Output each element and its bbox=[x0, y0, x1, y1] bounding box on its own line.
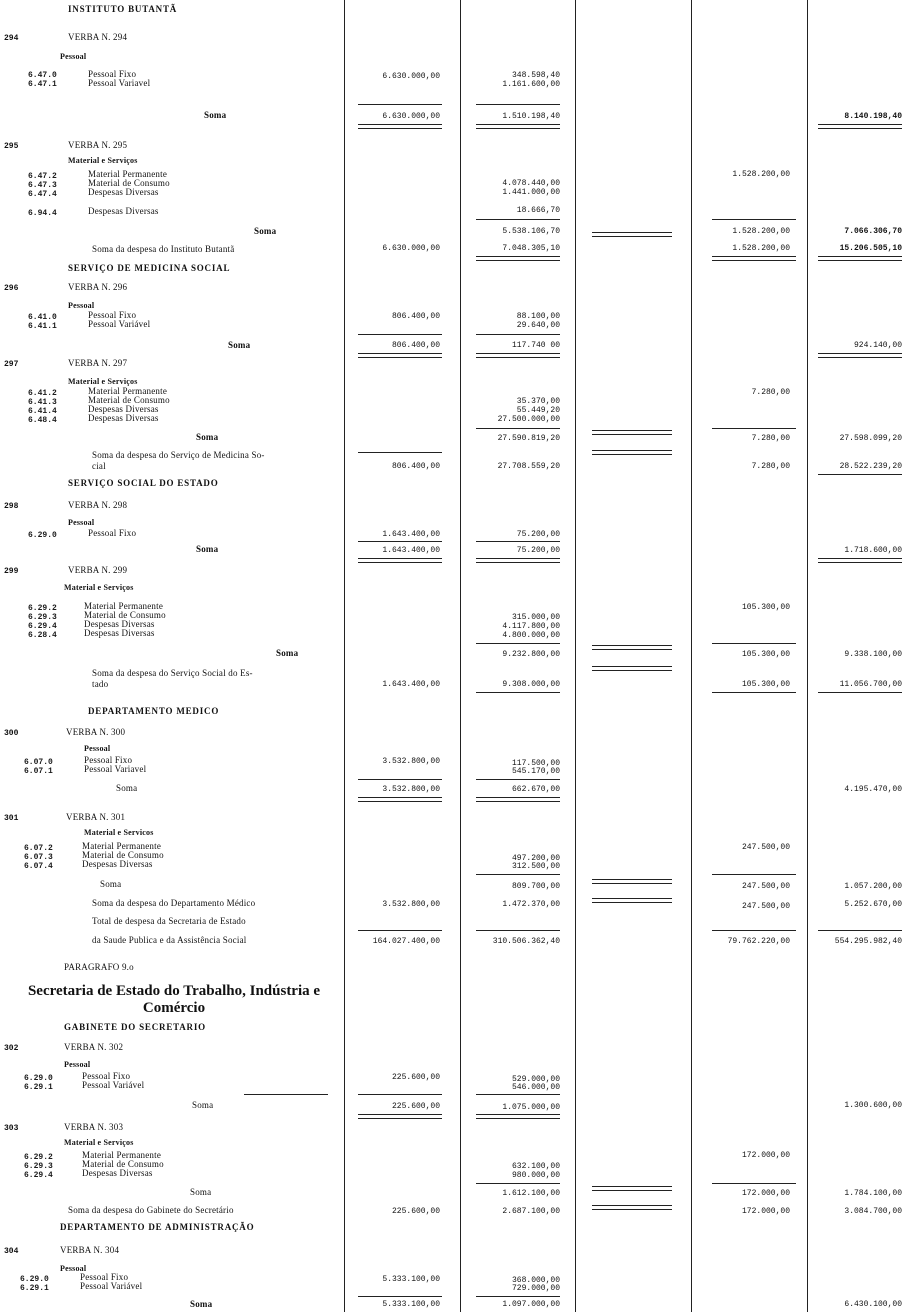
col5-value: 1.300.600,00 bbox=[844, 1101, 902, 1110]
item-label: Despesas Diversas bbox=[88, 187, 159, 197]
total-label: tado bbox=[92, 679, 109, 689]
rule bbox=[712, 930, 796, 931]
rule bbox=[592, 666, 672, 671]
soma-label: Soma bbox=[228, 340, 251, 350]
item-label: Material Permanente bbox=[82, 1150, 162, 1160]
col4-value: 247.500,00 bbox=[741, 843, 790, 852]
rule bbox=[358, 779, 442, 780]
item-code: 6.47.1 bbox=[28, 80, 57, 89]
item-label: Despesas Diversas bbox=[82, 859, 153, 869]
col5-value: 6.430.100,00 bbox=[844, 1300, 902, 1309]
rule bbox=[358, 104, 442, 105]
col2-value: 632.100,00 bbox=[511, 1162, 560, 1171]
item-label: Despesas Diversas bbox=[82, 1168, 153, 1178]
col2-value: 348.598,40 bbox=[511, 71, 560, 80]
col4-value: 1.528.200,00 bbox=[732, 170, 790, 179]
col2-value: 9.308.000,00 bbox=[502, 680, 560, 689]
item-code: 6.47.2 bbox=[28, 172, 57, 181]
col2-value: 809.700,00 bbox=[511, 882, 560, 891]
rule bbox=[476, 1296, 560, 1297]
col2-value: 545.170,00 bbox=[511, 767, 560, 776]
total-label: Soma da despesa do Gabinete do Secretário bbox=[68, 1205, 234, 1215]
col4-value: 105.300,00 bbox=[741, 680, 790, 689]
item-label: Pessoal Fixo bbox=[88, 528, 137, 538]
item-label: Material de Consumo bbox=[88, 178, 170, 188]
verba-heading: VERBA N. 304 bbox=[60, 1245, 120, 1255]
col1-value: 5.333.100,00 bbox=[382, 1275, 440, 1284]
verba-heading: VERBA N. 298 bbox=[68, 500, 128, 510]
item-label: Pessoal Fixo bbox=[82, 1071, 131, 1081]
subheading: Material e Servicos bbox=[84, 828, 154, 837]
col5-value: 1.718.600,00 bbox=[844, 546, 902, 555]
rule bbox=[358, 452, 442, 453]
col4-value: 7.280,00 bbox=[751, 434, 790, 443]
section-title: SERVIÇO SOCIAL DO ESTADO bbox=[68, 478, 219, 488]
column-rule bbox=[344, 0, 345, 1312]
col2-value: 546.000,00 bbox=[511, 1083, 560, 1092]
col2-value: 4.800.000,00 bbox=[502, 631, 560, 640]
rule bbox=[476, 104, 560, 105]
col2-value: 4.117.800,00 bbox=[502, 622, 560, 631]
total-label: Soma da despesa do Serviço de Medicina So- bbox=[92, 450, 265, 460]
section-title: DEPARTAMENTO MEDICO bbox=[88, 706, 220, 716]
item-code: 6.29.0 bbox=[28, 531, 57, 540]
soma-label: Soma bbox=[254, 226, 277, 236]
rule bbox=[476, 1183, 560, 1184]
subheading: Pessoal bbox=[84, 744, 111, 753]
soma-label: Soma bbox=[196, 432, 219, 442]
subheading: Material e Serviços bbox=[68, 377, 138, 386]
item-label: Pessoal Variável bbox=[80, 1281, 143, 1291]
col2-value: 27.500.000,00 bbox=[497, 415, 560, 424]
rule bbox=[592, 430, 672, 435]
item-label: Pessoal Variável bbox=[82, 1080, 145, 1090]
rule bbox=[592, 1186, 672, 1191]
verba-number: 304 bbox=[4, 1247, 19, 1256]
item-code: 6.29.0 bbox=[24, 1074, 53, 1083]
col2-value: 55.449,20 bbox=[516, 406, 560, 415]
rule bbox=[712, 692, 796, 693]
col1-value: 3.532.800,00 bbox=[382, 785, 440, 794]
item-label: Material Permanente bbox=[88, 169, 168, 179]
col1-value: 806.400,00 bbox=[391, 341, 440, 350]
col2-value: 315.000,00 bbox=[511, 613, 560, 622]
subheading: Pessoal bbox=[68, 518, 95, 527]
col5-value: 5.252.670,00 bbox=[844, 900, 902, 909]
col5-value: 15.206.505,10 bbox=[839, 244, 902, 253]
item-code: 6.29.3 bbox=[24, 1162, 53, 1171]
subheading: Material e Serviços bbox=[64, 583, 134, 592]
rule bbox=[818, 256, 902, 261]
rule bbox=[712, 219, 796, 220]
section-title: GABINETE DO SECRETARIO bbox=[64, 1022, 206, 1032]
col5-value: 3.084.700,00 bbox=[844, 1207, 902, 1216]
soma-label: Soma bbox=[192, 1100, 214, 1110]
col4-value: 172.000,00 bbox=[741, 1151, 790, 1160]
verba-heading: VERBA N. 301 bbox=[66, 812, 126, 822]
soma-label: Soma bbox=[100, 879, 122, 889]
rule bbox=[592, 450, 672, 455]
subheading: Pessoal bbox=[64, 1060, 91, 1069]
col5-value: 4.195.470,00 bbox=[844, 785, 902, 794]
item-code: 6.07.4 bbox=[24, 862, 53, 871]
col2-value: 4.078.440,00 bbox=[502, 179, 560, 188]
section-title: DEPARTAMENTO DE ADMINISTRAÇÃO bbox=[60, 1222, 255, 1232]
col4-value: 7.280,00 bbox=[751, 462, 790, 471]
rule bbox=[358, 353, 442, 358]
section-title: SERVIÇO DE MEDICINA SOCIAL bbox=[68, 263, 231, 273]
subheading: Pessoal bbox=[60, 1264, 87, 1273]
total-label: Soma da despesa do Instituto Butantã bbox=[92, 244, 235, 254]
rule bbox=[818, 474, 902, 475]
rule bbox=[476, 334, 560, 335]
rule bbox=[358, 1094, 442, 1095]
col1-value: 3.532.800,00 bbox=[382, 757, 440, 766]
col1-value: 1.643.400,00 bbox=[382, 680, 440, 689]
rule bbox=[712, 1183, 796, 1184]
verba-number: 303 bbox=[4, 1124, 19, 1133]
col2-value: 75.200,00 bbox=[516, 546, 560, 555]
rule bbox=[818, 692, 902, 693]
col2-value: 27.590.819,20 bbox=[497, 434, 560, 443]
col2-value: 1.612.100,00 bbox=[502, 1189, 560, 1198]
verba-heading: VERBA N. 302 bbox=[64, 1042, 124, 1052]
col5-value: 28.522.239,20 bbox=[839, 462, 902, 471]
col2-value: 117.500,00 bbox=[511, 759, 560, 768]
item-code: 6.29.2 bbox=[24, 1153, 53, 1162]
rule bbox=[592, 645, 672, 650]
column-rule bbox=[807, 0, 808, 1312]
col1-value: 1.643.400,00 bbox=[382, 530, 440, 539]
rule bbox=[358, 541, 442, 542]
column-rule bbox=[460, 0, 461, 1312]
item-label: Material Permanente bbox=[82, 841, 162, 851]
subheading: Material e Serviços bbox=[68, 156, 138, 165]
item-code: 6.29.4 bbox=[24, 1171, 53, 1180]
col2-value: 1.161.600,00 bbox=[502, 80, 560, 89]
item-code: 6.29.1 bbox=[20, 1284, 49, 1293]
rule bbox=[712, 256, 796, 261]
item-code: 6.29.0 bbox=[20, 1275, 49, 1284]
col2-value: 662.670,00 bbox=[511, 785, 560, 794]
verba-heading: VERBA N. 297 bbox=[68, 358, 128, 368]
item-code: 6.29.3 bbox=[28, 613, 57, 622]
rule bbox=[818, 558, 902, 563]
rule bbox=[592, 232, 672, 237]
col4-value: 7.280,00 bbox=[751, 388, 790, 397]
item-code: 6.07.3 bbox=[24, 853, 53, 862]
rule bbox=[476, 428, 560, 429]
col5-value: 9.338.100,00 bbox=[844, 650, 902, 659]
col2-value: 117.740 00 bbox=[511, 341, 560, 350]
col5-value: 27.598.099,20 bbox=[839, 434, 902, 443]
verba-heading: VERBA N. 294 bbox=[68, 32, 128, 42]
item-label: Despesas Diversas bbox=[84, 628, 155, 638]
rule bbox=[358, 558, 442, 563]
item-code: 6.29.2 bbox=[28, 604, 57, 613]
col2-value: 88.100,00 bbox=[516, 312, 560, 321]
col4-value: 172.000,00 bbox=[741, 1189, 790, 1198]
soma-label: Soma bbox=[116, 783, 138, 793]
col1-value: 806.400,00 bbox=[391, 462, 440, 471]
verba-heading: VERBA N. 295 bbox=[68, 140, 128, 150]
item-label: Pessoal Fixo bbox=[88, 69, 137, 79]
rule bbox=[244, 1094, 328, 1095]
item-label: Material Permanente bbox=[84, 601, 164, 611]
rule bbox=[712, 428, 796, 429]
rule bbox=[592, 1205, 672, 1210]
item-code: 6.29.1 bbox=[24, 1083, 53, 1092]
col4-value: 1.528.200,00 bbox=[732, 244, 790, 253]
col1-value: 6.630.000,00 bbox=[382, 244, 440, 253]
soma-label: Soma bbox=[190, 1299, 213, 1309]
col5-value: 11.056.700,00 bbox=[839, 680, 902, 689]
soma-label: Soma bbox=[204, 110, 227, 120]
item-label: Despesas Diversas bbox=[84, 619, 155, 629]
rule bbox=[358, 1114, 442, 1119]
col2-value: 2.687.100,00 bbox=[502, 1207, 560, 1216]
item-code: 6.48.4 bbox=[28, 416, 57, 425]
col2-value: 980.000,00 bbox=[511, 1171, 560, 1180]
col1-value: 225.600,00 bbox=[391, 1073, 440, 1082]
item-label: Pessoal Fixo bbox=[84, 755, 133, 765]
col1-value: 225.600,00 bbox=[391, 1207, 440, 1216]
col2-value: 1.097.000,00 bbox=[502, 1300, 560, 1309]
col2-value: 27.708.559,20 bbox=[497, 462, 560, 471]
col2-value: 497.200,00 bbox=[511, 854, 560, 863]
item-label: Pessoal Fixo bbox=[80, 1272, 129, 1282]
col2-value: 7.048.305,10 bbox=[502, 244, 560, 253]
subheading: Pessoal bbox=[68, 301, 95, 310]
col1-value: 6.630.000,00 bbox=[382, 112, 440, 121]
verba-number: 302 bbox=[4, 1044, 19, 1053]
col5-value: 1.057.200,00 bbox=[844, 882, 902, 891]
soma-label: Soma bbox=[190, 1187, 212, 1197]
verba-number: 300 bbox=[4, 729, 19, 738]
verba-heading: VERBA N. 300 bbox=[66, 727, 126, 737]
col2-value: 529.000,00 bbox=[511, 1075, 560, 1084]
verba-number: 296 bbox=[4, 284, 19, 293]
verba-heading: VERBA N. 296 bbox=[68, 282, 128, 292]
col2-value: 368.000,00 bbox=[511, 1276, 560, 1285]
soma-label: Soma bbox=[276, 648, 299, 658]
rule bbox=[476, 779, 560, 780]
col2-value: 18.666,70 bbox=[516, 206, 560, 215]
rule bbox=[476, 692, 560, 693]
rule bbox=[592, 879, 672, 884]
verba-number: 299 bbox=[4, 567, 19, 576]
col1-value: 225.600,00 bbox=[391, 1102, 440, 1111]
col1-value: 3.532.800,00 bbox=[382, 900, 440, 909]
rule bbox=[358, 124, 442, 129]
secretaria-title: Secretaria de Estado do Trabalho, Indústria e bbox=[27, 983, 321, 999]
rule bbox=[476, 353, 560, 358]
rule bbox=[358, 334, 442, 335]
item-label: Material de Consumo bbox=[84, 610, 166, 620]
col5-value: 1.784.100,00 bbox=[844, 1189, 902, 1198]
soma-label: Soma bbox=[196, 544, 219, 554]
col4-value: 247.500,00 bbox=[741, 882, 790, 891]
rule bbox=[818, 353, 902, 358]
item-label: Material de Consumo bbox=[82, 1159, 164, 1169]
col2-value: 729.000,00 bbox=[511, 1284, 560, 1293]
item-label: Despesas Diversas bbox=[88, 413, 159, 423]
col2-value: 1.472.370,00 bbox=[502, 900, 560, 909]
rule bbox=[358, 1296, 442, 1297]
col4-value: 247.500,00 bbox=[741, 902, 790, 911]
col2-value: 5.538.106,70 bbox=[502, 227, 560, 236]
rule bbox=[712, 643, 796, 644]
verba-number: 298 bbox=[4, 502, 19, 511]
item-label: Material Permanente bbox=[88, 386, 168, 396]
total-label: Soma da despesa do Departamento Médico bbox=[92, 898, 256, 908]
item-code: 6.28.4 bbox=[28, 631, 57, 640]
rule bbox=[476, 219, 560, 220]
item-code: 6.41.2 bbox=[28, 389, 57, 398]
rule bbox=[476, 256, 560, 261]
col5-value: 924.140,00 bbox=[853, 341, 902, 350]
subheading: Pessoal bbox=[60, 52, 87, 61]
secretaria-title: Comércio bbox=[142, 1000, 206, 1016]
item-code: 6.94.4 bbox=[28, 209, 57, 218]
col1-value: 6.630.000,00 bbox=[382, 72, 440, 81]
item-code: 6.07.2 bbox=[24, 844, 53, 853]
item-label: Despesas Diversas bbox=[88, 206, 159, 216]
verba-heading: VERBA N. 303 bbox=[64, 1122, 124, 1132]
col2-value: 9.232.800,00 bbox=[502, 650, 560, 659]
col1-value: 5.333.100,00 bbox=[382, 1300, 440, 1309]
col2-value: 75.200,00 bbox=[516, 530, 560, 539]
verba-number: 297 bbox=[4, 360, 19, 369]
col1-value: 164.027.400,00 bbox=[372, 937, 440, 946]
rule bbox=[818, 124, 902, 129]
item-code: 6.41.3 bbox=[28, 398, 57, 407]
rule bbox=[476, 930, 560, 931]
col4-value: 1.528.200,00 bbox=[732, 227, 790, 236]
section-title: INSTITUTO BUTANTÃ bbox=[68, 4, 178, 14]
item-label: Pessoal Variavel bbox=[88, 78, 151, 88]
col2-value: 35.370,00 bbox=[516, 397, 560, 406]
verba-number: 295 bbox=[4, 142, 19, 151]
item-code: 6.41.4 bbox=[28, 407, 57, 416]
grand-total-label: da Saude Publica e da Assistência Social bbox=[92, 935, 247, 945]
rule bbox=[476, 124, 560, 129]
item-label: Material de Consumo bbox=[82, 850, 164, 860]
col1-value: 1.643.400,00 bbox=[382, 546, 440, 555]
grand-total-label: Total de despesa da Secretaria de Estado bbox=[92, 916, 246, 926]
item-code: 6.07.0 bbox=[24, 758, 53, 767]
verba-number: 301 bbox=[4, 814, 19, 823]
item-code: 6.47.4 bbox=[28, 190, 57, 199]
rule bbox=[476, 1094, 560, 1095]
col4-value: 105.300,00 bbox=[741, 650, 790, 659]
rule bbox=[476, 1114, 560, 1119]
rule bbox=[592, 898, 672, 903]
col5-value: 8.140.198,40 bbox=[844, 112, 902, 121]
item-label: Pessoal Variável bbox=[88, 319, 151, 329]
col5-value: 7.066.306,70 bbox=[844, 227, 902, 236]
rule bbox=[712, 874, 796, 875]
col2-value: 310.506.362,40 bbox=[492, 937, 560, 946]
item-label: Pessoal Variavel bbox=[84, 764, 147, 774]
col1-value: 806.400,00 bbox=[391, 312, 440, 321]
item-code: 6.41.1 bbox=[28, 322, 57, 331]
item-label: Material de Consumo bbox=[88, 395, 170, 405]
verba-number: 294 bbox=[4, 34, 19, 43]
col2-value: 1.075.000,00 bbox=[502, 1103, 560, 1112]
col2-value: 312.500,00 bbox=[511, 862, 560, 871]
total-label: cial bbox=[92, 461, 106, 471]
item-label: Despesas Diversas bbox=[88, 404, 159, 414]
col2-value: 1.510.198,40 bbox=[502, 112, 560, 121]
item-label: Pessoal Fixo bbox=[88, 310, 137, 320]
subheading: Material e Serviços bbox=[64, 1138, 134, 1147]
col4-value: 105.300,00 bbox=[741, 603, 790, 612]
rule bbox=[476, 797, 560, 802]
item-code: 6.07.1 bbox=[24, 767, 53, 776]
rule bbox=[476, 541, 560, 542]
rule bbox=[818, 930, 902, 931]
rule bbox=[476, 643, 560, 644]
column-rule bbox=[691, 0, 692, 1312]
rule bbox=[358, 797, 442, 802]
col2-value: 29.640,00 bbox=[516, 321, 560, 330]
col4-value: 172.000,00 bbox=[741, 1207, 790, 1216]
col4-value: 79.762.220,00 bbox=[727, 937, 790, 946]
total-label: Soma da despesa do Serviço Social do Es- bbox=[92, 668, 253, 678]
paragraph-heading: PARAGRAFO 9.o bbox=[64, 962, 134, 972]
col5-value: 554.295.982,40 bbox=[834, 937, 902, 946]
rule bbox=[476, 874, 560, 875]
item-code: 6.41.0 bbox=[28, 313, 57, 322]
item-code: 6.47.3 bbox=[28, 181, 57, 190]
item-code: 6.47.0 bbox=[28, 71, 57, 80]
item-code: 6.29.4 bbox=[28, 622, 57, 631]
rule bbox=[476, 558, 560, 563]
column-rule bbox=[575, 0, 576, 1312]
rule bbox=[358, 930, 442, 931]
verba-heading: VERBA N. 299 bbox=[68, 565, 128, 575]
col2-value: 1.441.000,00 bbox=[502, 188, 560, 197]
